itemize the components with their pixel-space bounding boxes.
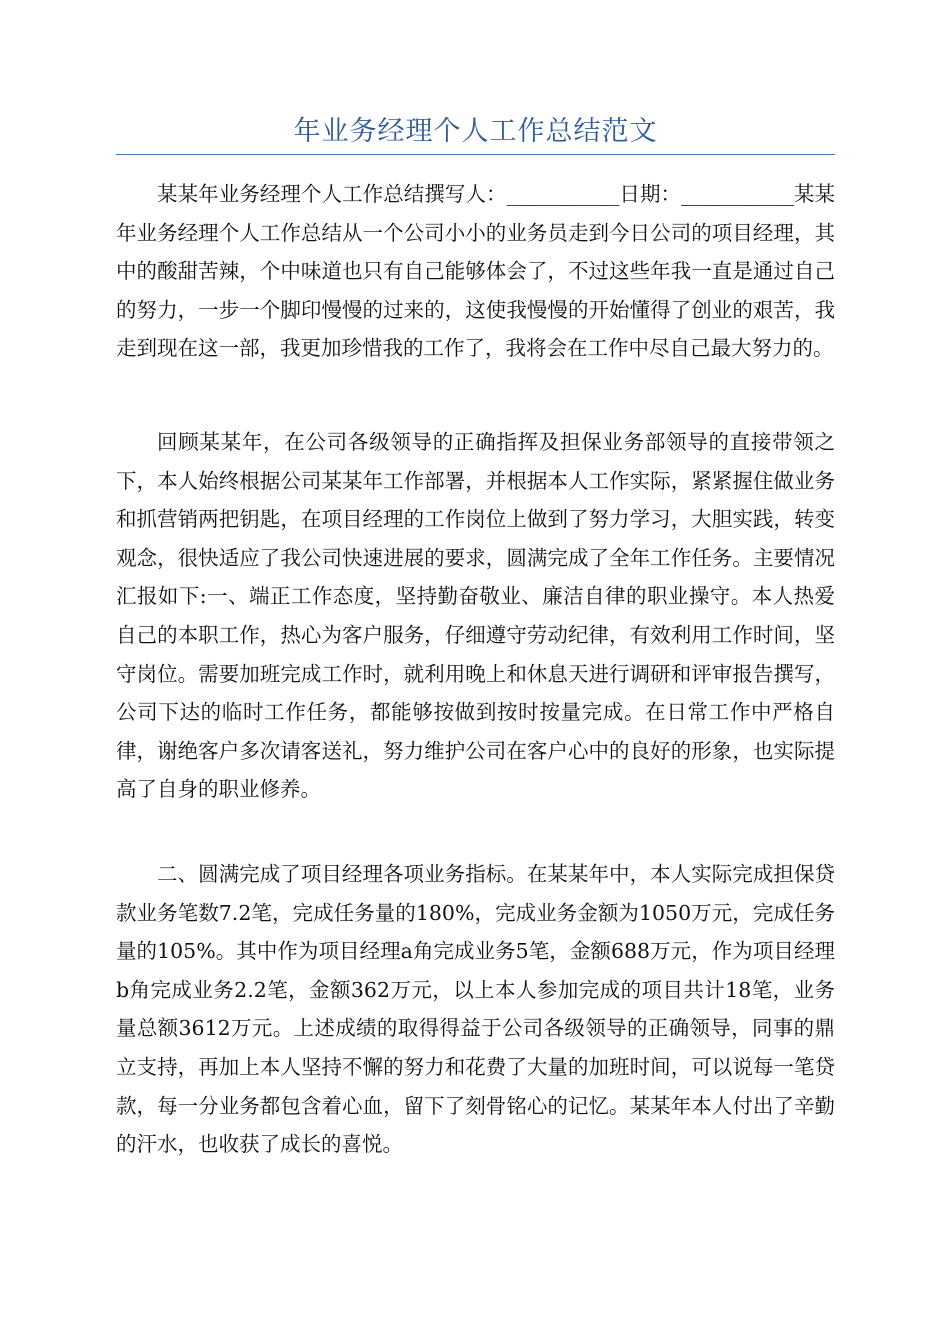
paragraph-review: 回顾某某年，在公司各级领导的正确指挥及担保业务部领导的直接带领之下，本人始终根据公司某某年工作部署，并根据本人工作实际，紧紧握住做业务和抓营销两把钥匙，在项目经理的工作岗位上做到了努力学习，大胆实践，转变观念，很快适应了我公司快速进展的要求，圆满完成了全年工作任务。主要情况汇报如下:一、端正工作态度，坚持勤奋敬业、廉洁自律的职业操守。本人热爱自己的本职工作，热心为客户服务，仔细遵守劳动纪律，有效利用工作时间，坚守岗位。需要加班完成工作时，就利用晚上和休息天进行调研和评审报告撰写，公司下达的临时工作任务，都能够按做到按时按量完成。在日常工作中严格自律，谢绝客户多次请客送礼，努力维护公司在客户心中的良好的形象，也实际提高了自身的职业修养。 <box>116 430 835 802</box>
paragraph-intro: 某某年业务经理个人工作总结撰写人：___________日期：___________某某年业务经理个人工作总结从一个公司小小的业务员走到今日公司的项目经理，其中的酸甜苦辣，个中味道也只有自己能够体会了，不过这些年我一直是通过自己的努力，一步一个脚印慢慢的过来的，这使我慢慢的开始懂得了创业的艰苦，我走到现在这一部，我更加珍惜我的工作了，我将会在工作中尽自己最大努力的。 <box>116 182 835 361</box>
title-underline-rule <box>116 154 835 155</box>
paragraph-achievements: 二、圆满完成了项目经理各项业务指标。在某某年中，本人实际完成担保贷款业务笔数7.2笔，完成任务量的180%，完成业务金额为1050万元，完成任务量的105%。其中作为项目经理a角完成业务5笔，金额688万元，作为项目经理b角完成业务2.2笔，金额362万元，以上本人参加完成的项目共计18笔，业务量总额3612万元。上述成绩的取得得益于公司各级领导的正确领导，同事的鼎立支持，再加上本人坚持不懈的努力和花费了大量的加班时间，可以说每一笔贷款，每一分业务都包含着心血，留下了刻骨铭心的记忆。某某年本人付出了辛勤的汗水，也收获了成长的喜悦。 <box>116 862 835 1157</box>
document-title: 年业务经理个人工作总结范文 <box>293 116 658 147</box>
